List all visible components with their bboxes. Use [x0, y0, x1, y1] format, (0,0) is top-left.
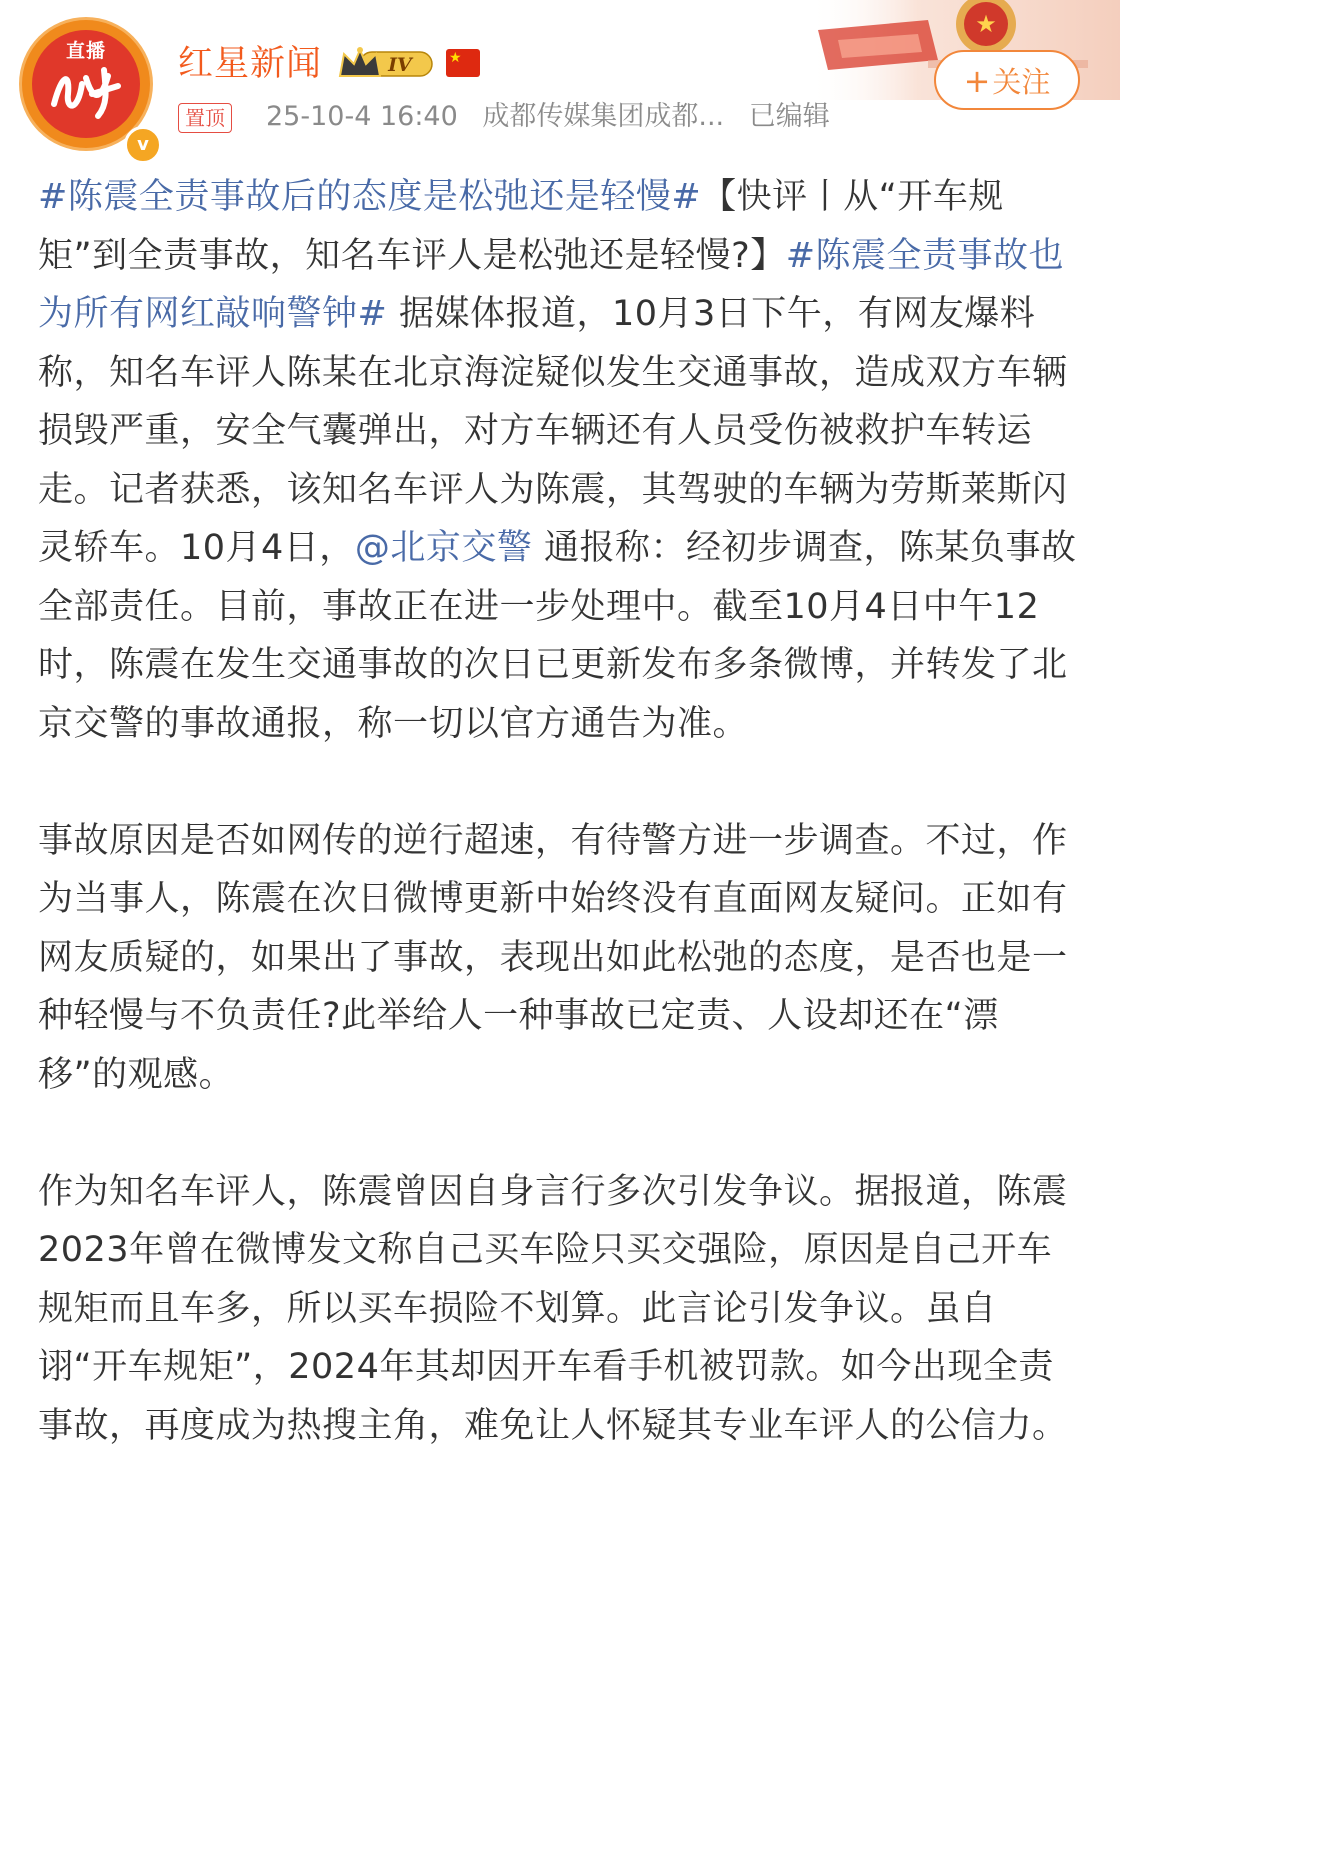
user-name[interactable]: 红星新闻 — [178, 44, 323, 84]
level-badge-text: IV — [388, 54, 412, 76]
crown-icon[interactable] — [338, 46, 436, 80]
avatar-logo-icon — [48, 64, 124, 120]
post-paragraph-3: 作为知名车评人，陈震曾因自身言行多次引发争议。据报道，陈震2023年曾在微博发文称自己买车险只买交强险，原因是自己开车规矩而且车多，所以买车损险不划算。此言论引发争议。虽自诩“开车规矩”，2024年其却因开车看手机被罚款。如今出现全责事故，再度成为热搜主角，难免让人怀疑其专业车评人的公信力。 — [38, 1171, 1068, 1446]
post-text-segment: 据媒体报道，10月3日下午，有网友爆料称，知名车评人陈某在北京海淀疑似发生交通事故，造成双方车辆损毁严重，安全气囊弹出，对方车辆还有人员受伤被救护车转运走。记者获悉，该知名车评人为陈震，其驾驶的车辆为劳斯莱斯闪灵轿车。10月4日， — [38, 294, 1068, 568]
post-text-segment: 通报称：经初步调查，陈某负事故全部责任。目前，事故正在进一步处理中。截至10月4日中午12时，陈震在发生交通事故的次日已更新发布多条微博，并转发了北京交警的事故通报，称一切以官方通告为准。 — [38, 528, 1077, 744]
post-headline: 【快评丨从“开车规矩”到全责事故，知名车评人是松弛还是轻慢?】 — [38, 177, 1004, 276]
user-mention-link[interactable]: @北京交警 — [354, 528, 533, 568]
post-text — [38, 168, 1078, 1455]
edited-label: 已编辑 — [748, 101, 830, 132]
pinned-tag: 置顶 — [178, 103, 232, 133]
post-source[interactable]: 成都传媒集团成都... — [482, 101, 725, 132]
topic-link[interactable]: #陈震全责事故也为所有网红敲响警钟# — [38, 235, 1065, 334]
post-timestamp: 25-10-4 16:40 — [266, 101, 458, 132]
post-paragraph-1 — [38, 168, 1078, 753]
verified-icon: v — [124, 126, 162, 164]
post-paragraph-2: 事故原因是否如网传的逆行超速，有待警方进一步调查。不过，作为当事人，陈震在次日微博更新中始终没有直面网友疑问。正如有网友质疑的，如果出了事故，表现出如此松弛的态度，是否也是一种轻慢与不负责任?此举给人一种事故已定责、人设却还在“漂移”的观感。 — [38, 820, 1068, 1095]
avatar[interactable] — [22, 20, 154, 155]
china-flag-icon: ★ — [446, 49, 480, 77]
follow-button-label: 关注 — [992, 65, 1051, 99]
avatar-live-label: 直播 — [65, 40, 106, 62]
post-meta — [266, 98, 846, 136]
follow-button[interactable] — [934, 50, 1080, 110]
svg-text:★: ★ — [975, 10, 997, 38]
topic-link[interactable]: #陈震全责事故后的态度是松弛还是轻慢# — [38, 177, 702, 217]
plus-icon: + — [963, 62, 991, 100]
post-header — [0, 0, 1120, 155]
